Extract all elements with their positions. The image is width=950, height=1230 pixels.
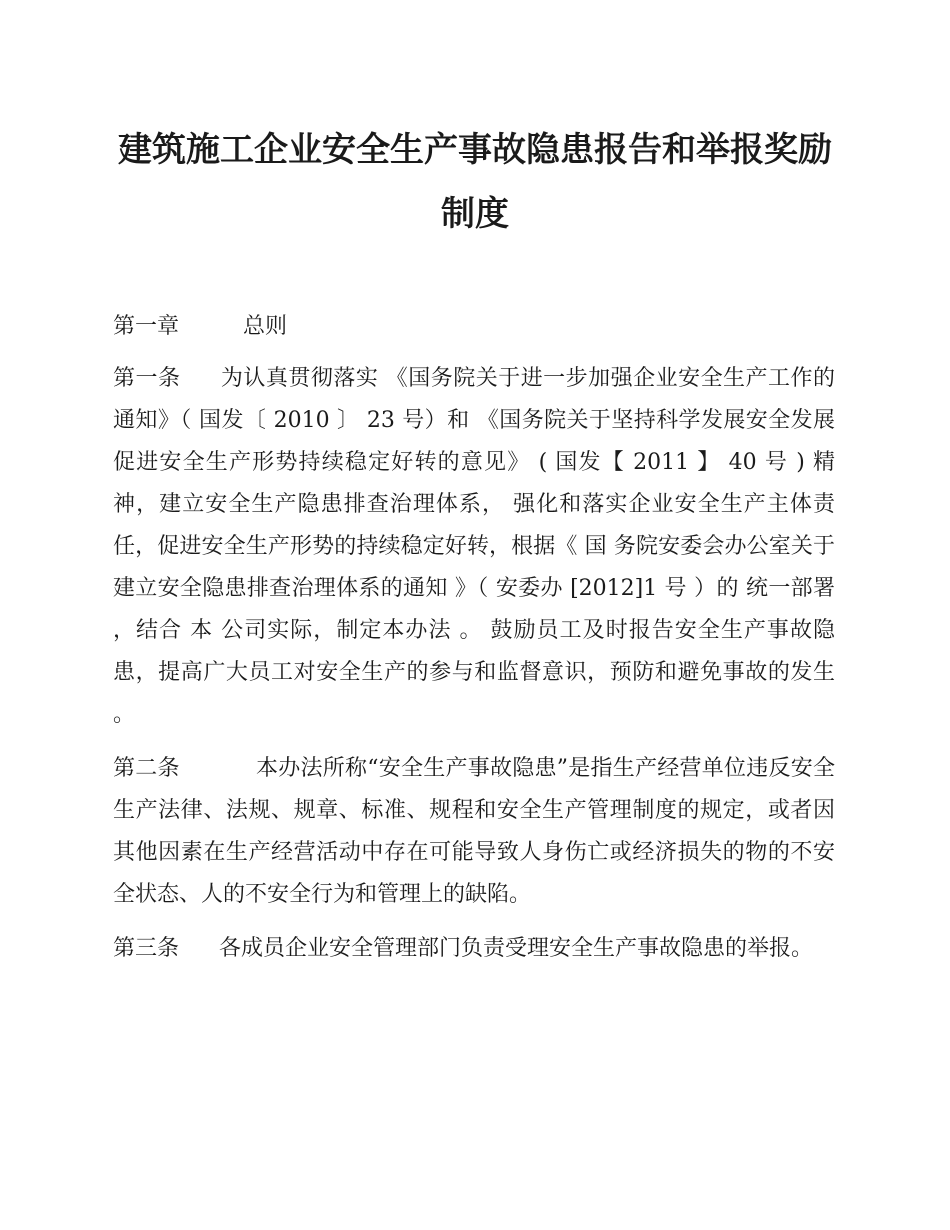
document-body [113,306,835,982]
article-text: 为认真贯彻落实 《国务院关于进一步加强企业安全生产工作的通知》（ 国发〔 2010 〕 23 号）和 《国务院关于坚持科学发展安全发展促进安全生产形势持续稳定好转的意见》 ( 国发【 2011 】 40 号 ) 精神，建立安全生产隐患排查治理体系， 强化和落实企业安全生产主体责任，促进安全生产形势的持续稳定好转，根据《 国 务院安委会办公室关于建立安全隐患排查治理体系的通知 》（ 安委办 [2012]1 号 ）的 统一部署 ，结合 本 公司实际，制定本办法 。 鼓励员工及时报告安全生产事故隐患，提高广大员工对安全生产的参与和监督意识，预防和避免事故的发生 。 [113,366,835,727]
article-label: 第二条 [113,756,180,781]
article-3 [113,928,835,970]
article-label: 第三条 [113,936,180,961]
chapter-name: 总则 [243,314,288,339]
chapter-heading [113,306,835,348]
title-line-1: 建筑施工企业安全生产事故隐患报告和举报奖励 [118,130,832,170]
document-title [60,118,890,246]
chapter-label: 第一章 [113,314,180,339]
article-1 [113,358,835,736]
article-text: 本办法所称“安全生产事故隐患”是指生产经营单位违反安全生产法律、法规、规章、标准、规程和安全生产管理制度的规定，或者因其他因素在生产经营活动中存在可能导致人身伤亡或经济损失的物的不安全状态、人的不安全行为和管理上的缺陷。 [113,756,835,907]
article-label: 第一条 [113,366,181,391]
title-line-2: 制度 [441,194,509,234]
article-2 [113,748,835,916]
article-text: 各成员企业安全管理部门负责受理安全生产事故隐患的举报。 [219,936,814,961]
